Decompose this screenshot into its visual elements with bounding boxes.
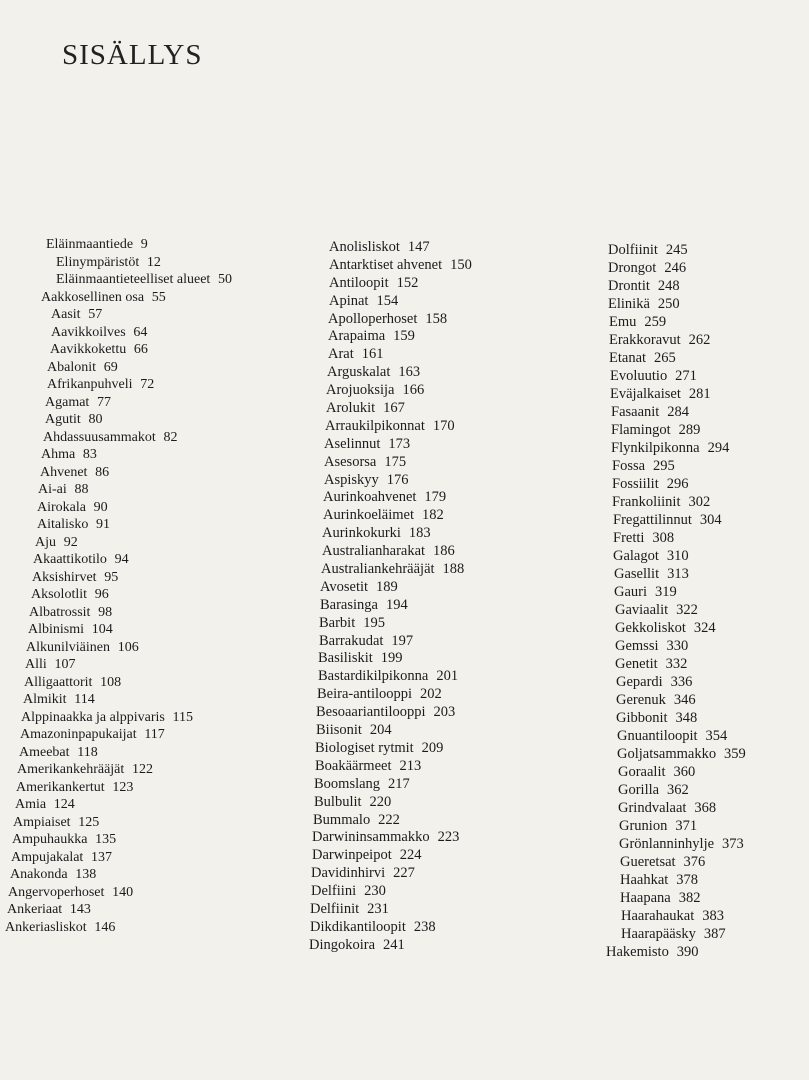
toc-entry-title: Barasinga	[320, 596, 378, 613]
toc-entry-title: Apolloperhoset	[328, 310, 418, 327]
toc-entry-title: Etanat	[609, 350, 647, 366]
toc-entry-page: 154	[376, 292, 399, 309]
toc-entry-title: Goljatsammakko	[617, 746, 717, 762]
toc-entry-title: Aurinkokurki	[322, 525, 401, 542]
toc-entry-title: Haapana	[620, 890, 671, 906]
toc-entry-page: 336	[670, 674, 693, 690]
toc-entry-page: 294	[707, 440, 730, 456]
toc-entry-page: 57	[88, 307, 103, 322]
toc-entry-title: Airokala	[37, 499, 86, 515]
toc-entry-title: Boakäärmeet	[315, 757, 392, 774]
toc-entry-title: Flynkilpikonna	[611, 440, 700, 456]
toc-entry-title: Biisonit	[316, 722, 362, 739]
toc-entry-title: Barrakudat	[319, 632, 384, 649]
toc-entry-page: 220	[369, 793, 392, 810]
toc-entry-title: Angervoperhoset	[8, 884, 105, 900]
toc-entry-title: Apinat	[329, 292, 369, 309]
toc-entry-title: Eväjalkaiset	[610, 386, 681, 402]
toc-entry	[0, 943, 746, 961]
toc-entry-title: Ahdassuusammakot	[43, 429, 156, 445]
toc-entry-page: 90	[93, 499, 108, 515]
toc-entry-title: Aksishirvet	[32, 569, 97, 585]
toc-entry-title: Emu	[609, 314, 637, 330]
toc-entry-title: Asesorsa	[324, 453, 377, 470]
toc-entry-page: 176	[386, 471, 409, 488]
toc-entry-title: Fasaanit	[611, 404, 660, 420]
toc-entry-title: Hakemisto	[606, 944, 669, 960]
toc-entry-title: Antiloopit	[329, 274, 389, 291]
toc-entry-page: 77	[97, 394, 112, 410]
toc-entry-title: Aavikkoilves	[51, 324, 126, 340]
toc-entry	[0, 745, 746, 763]
toc-entry-page: 143	[69, 902, 91, 917]
toc-entry	[0, 331, 746, 349]
toc-entry-title: Grindvalaat	[618, 800, 687, 816]
toc-entry-page: 94	[114, 552, 129, 567]
toc-entry	[0, 292, 746, 313]
toc-entry-page: 12	[146, 254, 161, 270]
toc-entry-title: Aasit	[51, 307, 81, 322]
toc-entry-page: 378	[676, 872, 699, 888]
toc-entry-page: 188	[442, 561, 465, 578]
toc-entry-page: 69	[103, 359, 118, 375]
toc-entry-page: 322	[676, 602, 698, 618]
toc-entry	[0, 619, 746, 637]
toc-entry-page: 359	[724, 746, 746, 762]
toc-entry-title: Aksolotlit	[31, 587, 88, 602]
toc-entry-title: Bastardikilpikonna	[318, 668, 429, 685]
toc-entry-title: Arolukit	[326, 400, 376, 417]
toc-entry-title: Eläinmaantieteelliset alueet	[56, 272, 211, 287]
toc-entry-title: Aselinnut	[324, 435, 381, 452]
toc-entry-page: 175	[384, 453, 407, 470]
toc-entry-page: 209	[421, 739, 444, 756]
toc-entry-page: 82	[163, 429, 178, 445]
toc-entry-page: 248	[657, 278, 680, 294]
toc-entry-title: Haarapääsky	[621, 926, 696, 942]
toc-entry	[0, 889, 746, 907]
toc-entry-title: Gorilla	[618, 782, 660, 798]
toc-entry-page: 224	[399, 847, 422, 864]
toc-entry-page: 107	[54, 657, 76, 672]
toc-entry-title: Grönlanninhylje	[619, 836, 715, 852]
toc-entry-page: 106	[117, 639, 139, 655]
toc-entry-title: Australianharakat	[322, 543, 426, 560]
toc-entry-title: Basiliskit	[318, 650, 373, 667]
toc-entry-title: Aavikkokettu	[50, 342, 127, 357]
toc-entry-title: Arat	[328, 346, 354, 363]
toc-entry-page: 166	[402, 382, 425, 399]
toc-entry-title: Ampujakalat	[11, 849, 84, 865]
toc-entry-page: 289	[678, 422, 701, 438]
toc-entry-page: 271	[675, 368, 697, 384]
toc-entry	[0, 814, 746, 835]
toc-entry-title: Alli	[25, 657, 47, 672]
toc-entry-page: 332	[665, 656, 688, 672]
page-title: SISÄLLYS	[62, 39, 203, 72]
toc-entry-page: 104	[91, 622, 113, 637]
toc-entry-page: 152	[396, 274, 419, 291]
toc-entry-title: Arapaima	[328, 328, 386, 345]
toc-entry-page: 137	[91, 849, 112, 865]
toc-entry-page: 346	[673, 692, 696, 708]
toc-entry-page: 390	[676, 944, 699, 960]
toc-entry-title: Gueretsat	[620, 854, 676, 870]
toc-entry-title: Dingokoira	[309, 936, 376, 953]
toc-entry-title: Anolisliskot	[329, 239, 400, 255]
toc-entry-page: 223	[437, 829, 460, 846]
toc-entry-title: Frankoliinit	[612, 494, 681, 510]
toc-entry-page: 284	[667, 404, 690, 420]
toc-entry-title: Fretti	[613, 530, 645, 546]
toc-entry-title: Gaviaalit	[615, 602, 669, 618]
toc-entry-title: Akaattikotilo	[33, 552, 107, 567]
toc-entry	[0, 565, 746, 583]
toc-entry-page: 348	[675, 710, 698, 726]
toc-entry	[0, 781, 746, 799]
toc-entry-title: Galagot	[613, 548, 659, 564]
toc-entry	[0, 403, 746, 421]
toc-entry-page: 383	[702, 908, 724, 924]
toc-entry	[0, 835, 746, 853]
toc-entry-page: 189	[376, 578, 398, 595]
toc-entry-title: Agamat	[45, 394, 90, 410]
toc-entry-title: Albinismi	[28, 622, 85, 637]
toc-entry-title: Elinikä	[608, 296, 650, 312]
toc-entry-title: Ankeriaat	[7, 902, 63, 917]
toc-entry-page: 86	[95, 464, 110, 480]
toc-entry-page: 194	[385, 596, 408, 613]
toc-entry-page: 231	[367, 900, 389, 917]
toc-entry-page: 182	[421, 507, 444, 524]
toc-entry-title: Bummalo	[313, 811, 371, 828]
toc-entry	[0, 655, 746, 673]
toc-entry-page: 108	[100, 674, 122, 690]
toc-entry-page: 138	[75, 867, 97, 882]
toc-entry-title: Davidinhirvi	[311, 865, 386, 882]
toc-entry	[0, 385, 746, 403]
toc-entry-page: 91	[96, 517, 111, 532]
toc-entry-title: Australiankehrääjät	[321, 561, 435, 578]
toc-entry-title: Arojuoksija	[326, 382, 395, 399]
toc-entry-title: Aakkosellinen osa	[41, 289, 145, 305]
toc-entry-page: 115	[172, 709, 194, 725]
toc-entry-page: 146	[94, 919, 116, 935]
toc-entry-title: Bulbulit	[314, 793, 362, 810]
toc-entry-page: 183	[408, 525, 431, 542]
toc-entry	[0, 763, 746, 781]
toc-entry-page: 213	[399, 757, 422, 774]
toc-entry-page: 66	[133, 342, 148, 357]
toc-entry-page: 150	[450, 256, 472, 273]
toc-entry-page: 173	[388, 435, 411, 452]
toc-entry-title: Elinympäristöt	[56, 254, 140, 270]
toc-entry-title: Aurinkoahvenet	[323, 489, 417, 506]
toc-entry-page: 95	[104, 569, 119, 585]
toc-entry-page: 330	[666, 638, 689, 654]
toc-entry	[0, 637, 746, 655]
toc-entry	[0, 367, 746, 385]
toc-entry-title: Drongot	[608, 260, 657, 276]
toc-entry-page: 201	[436, 668, 459, 685]
toc-entry-title: Ahvenet	[40, 464, 88, 480]
toc-entry-page: 96	[94, 587, 109, 602]
toc-entry-title: Aspiskyy	[324, 471, 379, 488]
toc-entry-page: 50	[218, 272, 233, 287]
toc-entry-page: 310	[666, 548, 689, 564]
toc-entry-page: 382	[678, 890, 701, 906]
toc-entry	[0, 439, 746, 457]
toc-entry-title: Ahma	[41, 447, 76, 462]
toc-entry-title: Delfiinit	[310, 900, 360, 917]
toc-entry-title: Besoaariantilooppi	[316, 704, 426, 721]
toc-entry-title: Barbit	[319, 614, 356, 631]
toc-entry-title: Avosetit	[320, 578, 369, 595]
toc-entry-title: Biologiset rytmit	[315, 739, 414, 756]
toc-entry-title: Alppinaakka ja alppivaris	[21, 709, 165, 725]
toc-entry-title: Arguskalat	[327, 364, 391, 381]
toc-entry-title: Alkunilviäinen	[26, 639, 110, 655]
toc-entry-page: 9	[140, 237, 148, 252]
toc-entry	[0, 349, 746, 367]
toc-entry-page: 197	[391, 632, 414, 649]
toc-entry-page: 281	[688, 386, 711, 402]
toc-entry-page: 72	[140, 377, 155, 392]
toc-entry-title: Amerikankertut	[16, 779, 105, 795]
toc-entry-title: Haarahaukat	[621, 908, 695, 924]
toc-entry-title: Amia	[15, 797, 47, 812]
toc-entry-page: 122	[131, 762, 153, 777]
toc-entry-page: 124	[53, 797, 75, 812]
toc-entry	[0, 727, 746, 745]
toc-entry-page: 123	[112, 779, 134, 795]
toc-entry-title: Evoluutio	[610, 368, 668, 384]
toc-entry-title: Abalonit	[47, 359, 96, 375]
toc-entry-title: Ankeriasliskot	[5, 919, 87, 935]
toc-entry	[0, 475, 746, 493]
toc-entry	[0, 457, 746, 475]
toc-entry-title: Gekkoliskot	[615, 620, 686, 636]
toc-entry-page: 92	[63, 534, 78, 550]
toc-entry-title: Anakonda	[10, 867, 68, 882]
toc-entry-title: Darwininsammakko	[312, 829, 430, 846]
toc-entry-page: 296	[666, 476, 689, 492]
toc-entry	[0, 547, 746, 565]
toc-entry-title: Gerenuk	[616, 692, 666, 708]
toc-entry	[0, 241, 746, 259]
toc-entry-title: Alligaattorit	[24, 674, 93, 690]
toc-entry-page: 217	[388, 775, 410, 792]
toc-entry	[0, 511, 746, 529]
toc-entry-page: 117	[144, 727, 165, 742]
toc-entry-title: Gibbonit	[616, 710, 668, 726]
toc-entry-page: 83	[82, 447, 97, 462]
toc-entry-page: 167	[383, 400, 405, 417]
toc-entry-title: Fossiilit	[612, 476, 659, 492]
toc-entry-page: 203	[433, 704, 456, 721]
toc-entry	[0, 871, 746, 889]
toc-entry-title: Drontit	[608, 278, 650, 294]
toc-entry-page: 161	[361, 346, 384, 363]
toc-entry-page: 98	[98, 604, 113, 620]
toc-entry-page: 88	[74, 482, 89, 497]
toc-entry-page: 245	[665, 242, 688, 258]
toc-entry-page: 55	[151, 289, 166, 305]
toc-entry-page: 195	[363, 614, 385, 631]
toc-entry-page: 222	[378, 811, 400, 828]
toc-entry-page: 259	[644, 314, 667, 330]
toc-entry-page: 387	[703, 926, 726, 942]
toc-entry-page: 64	[133, 324, 148, 340]
toc-entry-page: 199	[380, 650, 403, 667]
toc-entry-title: Ampuhaukka	[12, 832, 88, 847]
toc-entry-page: 265	[654, 350, 676, 366]
toc-column-3	[0, 241, 746, 961]
toc-entry	[0, 673, 746, 691]
toc-entry-page: 295	[653, 458, 675, 474]
toc-entry-title: Genetit	[615, 656, 658, 672]
toc-entry-page: 158	[425, 310, 448, 327]
toc-entry-page: 186	[433, 543, 455, 560]
toc-entry-title: Amazoninpapukaijat	[20, 727, 137, 742]
toc-entry	[0, 799, 746, 817]
toc-entry	[0, 691, 746, 709]
toc-entry-page: 354	[705, 728, 728, 744]
toc-entry-title: Boomslang	[314, 775, 381, 792]
toc-entry-title: Ai-ai	[38, 482, 67, 497]
toc-entry-title: Fregattilinnut	[613, 512, 692, 528]
toc-entry-page: 140	[112, 884, 134, 900]
toc-entry-title: Ampiaiset	[13, 814, 71, 830]
toc-entry-title: Beira-antilooppi	[317, 686, 413, 703]
toc-entry-title: Haahkat	[620, 872, 669, 888]
toc-entry-title: Goraalit	[618, 764, 666, 780]
toc-entry	[0, 274, 746, 295]
toc-entry-title: Erakkoravut	[609, 332, 681, 348]
toc-entry	[0, 853, 746, 871]
toc-entry-page: 170	[432, 417, 455, 434]
toc-entry	[0, 583, 746, 601]
toc-entry	[0, 529, 746, 547]
toc-entry-title: Eläinmaantiede	[46, 237, 134, 252]
toc-entry-page: 250	[657, 296, 680, 312]
toc-entry-page: 227	[393, 865, 415, 882]
toc-entry-page: 362	[667, 782, 689, 798]
toc-entry-page: 308	[652, 530, 675, 546]
toc-entry	[0, 310, 746, 331]
toc-entry-page: 238	[413, 918, 436, 935]
toc-entry	[0, 925, 746, 943]
toc-entry	[0, 493, 746, 511]
toc-entry-page: 376	[683, 854, 706, 870]
toc-entry	[0, 709, 746, 727]
toc-entry-title: Gasellit	[614, 566, 660, 582]
toc-entry-title: Gepardi	[616, 674, 663, 690]
toc-entry-page: 159	[393, 328, 415, 345]
toc-entry	[0, 421, 746, 439]
toc-entry-page: 230	[364, 883, 386, 900]
toc-entry-title: Darwinpeipot	[312, 847, 392, 864]
toc-entry-title: Grunion	[619, 818, 668, 834]
toc-entry	[0, 256, 746, 277]
toc-entry-title: Delfiini	[311, 883, 357, 900]
toc-entry-page: 313	[667, 566, 689, 582]
toc-entry-page: 360	[673, 764, 696, 780]
toc-entry-page: 80	[88, 412, 103, 427]
toc-entry	[0, 601, 746, 619]
toc-entry-title: Gemssi	[615, 638, 659, 654]
toc-entry-page: 262	[688, 332, 711, 348]
toc-entry-page: 304	[699, 512, 722, 528]
toc-entry-title: Agutit	[45, 412, 81, 427]
toc-entry-page: 125	[78, 814, 100, 830]
toc-entry-title: Aju	[35, 534, 56, 550]
toc-entry-title: Dikdikantiloopit	[310, 918, 406, 935]
toc-entry-title: Albatrossit	[29, 604, 91, 620]
toc-entry-page: 135	[95, 832, 117, 847]
toc-entry-title: Dolfiinit	[608, 242, 658, 258]
toc-entry-page: 114	[74, 692, 95, 707]
toc-entry-title: Almikit	[23, 692, 67, 707]
toc-entry-page: 324	[693, 620, 716, 636]
toc-entry-page: 302	[688, 494, 711, 510]
toc-entry-title: Gnuantiloopit	[617, 728, 698, 744]
toc-entry-page: 118	[77, 744, 98, 760]
toc-entry-page: 373	[722, 836, 744, 852]
toc-entry-page: 163	[398, 364, 421, 381]
toc-entry-title: Amerikankehrääjät	[17, 762, 125, 777]
toc-entry-page: 147	[407, 239, 430, 255]
toc-entry-page: 179	[424, 489, 447, 506]
toc-entry-page: 368	[694, 800, 717, 816]
toc-entry-title: Arraukilpikonnat	[325, 417, 425, 434]
toc-entry-title: Aitalisko	[37, 517, 89, 532]
toc-entry-title: Antarktiset ahvenet	[329, 256, 443, 273]
toc-entry	[0, 907, 746, 925]
toc-entry-page: 371	[675, 818, 698, 834]
toc-entry-page: 202	[420, 686, 442, 703]
toc-entry-title: Afrikanpuhveli	[47, 377, 133, 392]
toc-entry-title: Ameebat	[19, 744, 70, 760]
toc-entry-page: 246	[664, 260, 687, 276]
toc-entry-page: 204	[369, 722, 392, 739]
toc-entry-page: 241	[383, 936, 405, 953]
toc-entry-title: Aurinkoeläimet	[323, 507, 415, 524]
toc-entry-page: 319	[654, 584, 677, 600]
toc-entry-title: Fossa	[612, 458, 646, 474]
toc-entry-title: Gauri	[614, 584, 648, 600]
toc-entry-title: Flamingot	[611, 422, 671, 438]
